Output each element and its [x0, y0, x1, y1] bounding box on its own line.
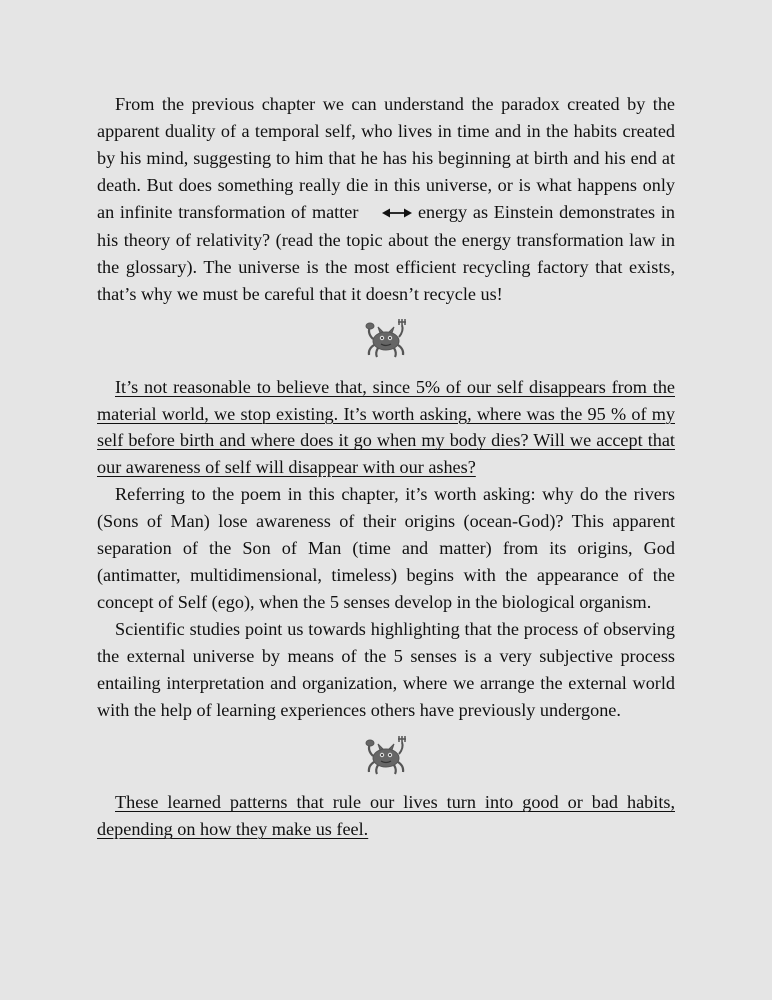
double-arrow-icon — [364, 200, 412, 227]
paragraph-2-underlined: It’s not reasonable to believe that, since 5% of our self disappears from the material world, we stop existing. It’s worth asking, where was the 95 % of my self before birth and where does it go when my body dies? Will we accept that our awareness of self will disappear with our ashes? — [97, 376, 675, 478]
page-body — [97, 91, 675, 843]
paragraph-3: Referring to the poem in this chapter, it’s worth asking: why do the rivers (Sons of Man) lose awareness of their origins (ocean-God)? This apparent separation of the Son of Man (time and matter) from its origins, God (antimatter, multidimensional, timeless) begins with the appearance of the concept of Self (ego), when the 5 senses develop in the biological organism. — [97, 484, 675, 612]
paragraph-4: Scientific studies point us towards highlighting that the process of observing the external universe by means of the 5 senses is a very subjective process entailing interpretation and organization, where we arrange the external world with the help of learning experiences others have previously undergone. — [97, 618, 675, 720]
crab-devil-ornament-icon — [364, 736, 408, 776]
paragraph-5-underlined: These learned patterns that rule our lives turn into good or bad habits, depending on how they make us feel. — [97, 792, 675, 840]
crab-devil-ornament-icon — [364, 319, 408, 359]
paragraph-1-text-b: energy as Einstein demonstrates in his theory of relativity? (read the topic about the energy transformation law in the glossary). The universe is the most efficient recycling factory that exists, that’s why we must be careful that it doesn’t recycle us! — [97, 201, 676, 304]
section-ornament — [97, 726, 675, 786]
paragraph-1-text-a: From the previous chapter we can understand the paradox created by the apparent duality of a temporal self, who lives in time and in the habits created by his mind, suggesting to him that he has his beginning at birth and his end at death. But does something really die in this universe, or is what happens only an infinite transformation of matter — [97, 94, 675, 222]
section-ornament — [97, 309, 675, 369]
paragraph-1 — [97, 91, 675, 308]
